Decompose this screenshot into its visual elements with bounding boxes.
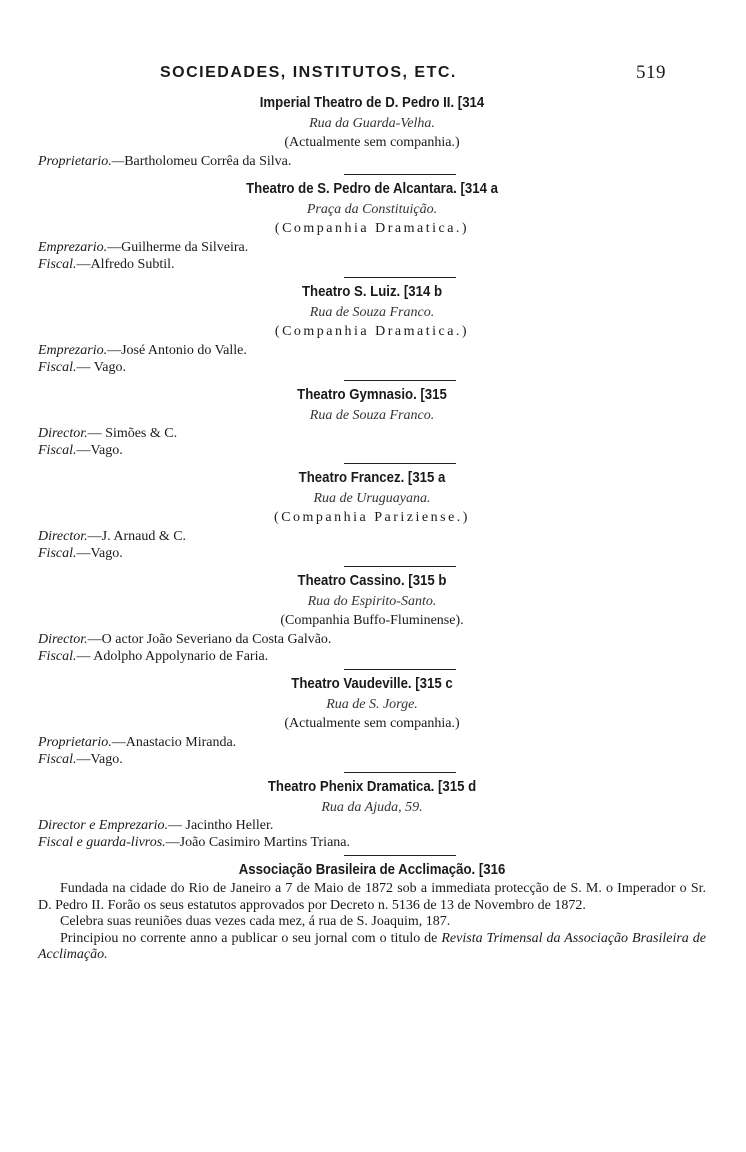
person-name: — Vago. <box>76 360 127 375</box>
person-name: — Adolpho Appolynario de Faria. <box>76 649 269 664</box>
person-role: Fiscal. <box>38 443 77 458</box>
person-name: — Jacintho Heller. <box>168 818 274 833</box>
person-name: — Simões & C. <box>87 426 178 441</box>
entry-theatro-phenix <box>38 776 706 851</box>
entry-theatro-s-luiz <box>38 281 706 376</box>
entry-address: Rua de Uruguayana. <box>313 491 431 506</box>
entry-title: Theatro de S. Pedro de Alcantara. [314 a <box>246 180 498 197</box>
person-name: —Vago. <box>76 752 123 767</box>
divider-rule <box>344 566 456 567</box>
person-line <box>38 545 706 562</box>
entry-theatro-cassino <box>38 570 706 665</box>
person-line <box>38 442 706 459</box>
page-header <box>0 60 746 90</box>
page-number: 519 <box>636 62 666 83</box>
entry-address: Rua da Guarda-Velha. <box>309 116 435 131</box>
paragraph <box>38 931 706 964</box>
divider-rule <box>344 855 456 856</box>
entry-theatro-vaudeville <box>38 673 706 768</box>
entry-address: Rua de Souza Franco. <box>309 408 435 423</box>
entry-imperial-theatro <box>38 92 706 170</box>
running-title: SOCIEDADES, INSTITUTOS, ETC. <box>160 64 457 81</box>
person-role: Fiscal. <box>38 752 77 767</box>
person-role: Director. <box>38 632 88 647</box>
entry-company: (Actualmente sem companhia.) <box>284 716 460 731</box>
person-line <box>38 239 706 256</box>
person-name: —João Casimiro Martins Triana. <box>165 835 351 850</box>
person-line <box>38 817 706 834</box>
divider-rule <box>344 277 456 278</box>
entry-title: Imperial Theatro de D. Pedro II. [314 <box>259 94 485 111</box>
person-role: Emprezario. <box>38 240 108 255</box>
entry-address: Rua da Ajuda, 59. <box>321 800 423 815</box>
person-role: Proprietario.— <box>38 154 125 169</box>
entry-company: (Companhia Buffo-Fluminense). <box>280 613 464 628</box>
person-line <box>38 153 706 170</box>
entry-address: Rua de S. Jorge. <box>326 697 418 712</box>
person-role: Director. <box>38 529 88 544</box>
person-line <box>38 834 706 851</box>
divider-rule <box>344 463 456 464</box>
person-role: Director. <box>38 426 88 441</box>
divider-rule <box>344 174 456 175</box>
entry-title: Associação Brasileira de Acclimação. [316 <box>238 861 506 878</box>
journal-title: Revista Trimensal da Associação Brasileira de Acclimação. <box>38 930 706 962</box>
entry-company: (Actualmente sem companhia.) <box>284 135 460 150</box>
person-line <box>38 734 706 751</box>
person-line <box>38 342 706 359</box>
entry-title: Theatro Gymnasio. [315 <box>297 386 447 403</box>
person-line <box>38 256 706 273</box>
entry-title: Theatro Francez. [315 a <box>298 469 446 486</box>
person-role: Director e Emprezario. <box>38 818 168 833</box>
person-role: Proprietario. <box>38 735 112 750</box>
person-line <box>38 631 706 648</box>
entry-title: Theatro S. Luiz. [314 b <box>301 283 443 300</box>
entry-title: Theatro Phenix Dramatica. [315 d <box>267 778 477 795</box>
entry-address: Praça da Constituição. <box>306 202 438 217</box>
person-name: —Vago. <box>76 546 123 561</box>
divider-rule <box>344 380 456 381</box>
person-line <box>38 751 706 768</box>
entry-theatro-gymnasio <box>38 384 706 459</box>
person-role: Emprezario. <box>38 343 108 358</box>
entry-title: Theatro Cassino. [315 b <box>297 572 447 589</box>
person-role: Fiscal. <box>38 360 77 375</box>
person-name: —José Antonio do Valle. <box>107 343 247 358</box>
paragraph-text: Principiou no corrente anno a publicar o seu jornal com o titulo de <box>60 930 442 946</box>
entry-address: Rua de Souza Franco. <box>309 305 435 320</box>
entry-theatro-francez <box>38 467 706 562</box>
person-role: Fiscal. <box>38 546 77 561</box>
paragraph: Fundada na cidade do Rio de Janeiro a 7 de Maio de 1872 sob a immediata protecção de S. M. o Imperador o Sr. D. Pedro II. Forão os seus estatutos approvados por Decreto n. 5136 de 13 de Novembro de 1872. <box>38 881 706 913</box>
entry-address: Rua do Espirito-Santo. <box>307 594 437 609</box>
person-name: —O actor João Severiano da Costa Galvão. <box>87 632 332 647</box>
person-name: —Alfredo Subtil. <box>76 257 175 272</box>
entry-company: (Companhia Pariziense.) <box>274 510 470 525</box>
person-name: —Vago. <box>76 443 123 458</box>
person-line <box>38 425 706 442</box>
entry-theatro-s-pedro <box>38 178 706 273</box>
entry-company: (Companhia Dramatica.) <box>274 221 470 236</box>
person-line <box>38 648 706 665</box>
entry-title: Theatro Vaudeville. [315 c <box>291 675 453 692</box>
entry-company: (Companhia Dramatica.) <box>274 324 470 339</box>
divider-rule <box>344 772 456 773</box>
person-role: Fiscal. <box>38 649 77 664</box>
theatre-listing <box>38 92 706 964</box>
paragraph: Celebra suas reuniões duas vezes cada mez, á rua de S. Joaquim, 187. <box>60 914 451 929</box>
person-name: —J. Arnaud & C. <box>87 529 187 544</box>
person-name: Bartholomeu Corrêa da Silva. <box>124 154 292 169</box>
person-name: —Guilherme da Silveira. <box>107 240 249 255</box>
person-role: Fiscal e guarda-livros. <box>38 835 166 850</box>
person-line <box>38 359 706 376</box>
entry-associacao <box>38 859 706 964</box>
person-line <box>38 528 706 545</box>
person-role: Fiscal. <box>38 257 77 272</box>
person-name: —Anastacio Miranda. <box>111 735 237 750</box>
divider-rule <box>344 669 456 670</box>
